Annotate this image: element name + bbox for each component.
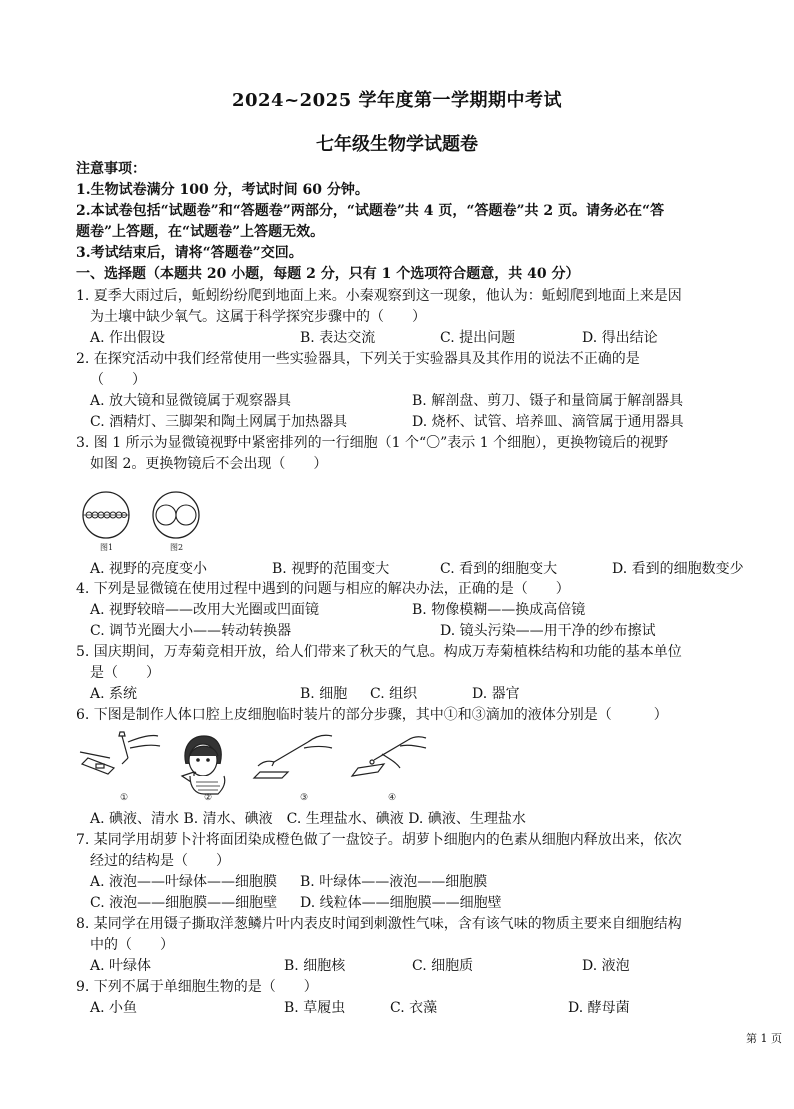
notice-item-2-line2: 题卷”上答题，在“试题卷”上答题无效。 <box>76 224 325 240</box>
question-4-line1: 4. 下列是显微镜在使用过程中遇到的问题与相应的解决办法，正确的是（ ） <box>76 581 570 597</box>
section-heading: 一、选择题（本题共 20 小题，每题 2 分，只有 1 个选项符合题意，共 40 分） <box>76 266 580 282</box>
question-8-line1: 8. 某同学在用镊子撕取洋葱鳞片叶内表皮时闻到刺激性气味，含有该气味的物质主要来自细胞结构 <box>76 916 682 932</box>
figure-2-label: 图2 <box>170 543 184 552</box>
notice-item-3: 3.考试结束后，请将“答题卷”交回。 <box>76 245 303 261</box>
step-4-slide-icon <box>352 737 426 776</box>
question-7-option-a: A. 液泡——叶绿体——细胞膜 <box>90 874 278 890</box>
exam-subtitle: 七年级生物学试题卷 <box>316 134 478 155</box>
step-3-slide-icon <box>254 735 332 778</box>
question-1-option-b: B. 表达交流 <box>300 330 376 346</box>
question-7-option-d: D. 线粒体——细胞膜——细胞壁 <box>300 895 502 911</box>
question-9-option-b: B. 草履虫 <box>284 1000 346 1016</box>
question-5-option-d: D. 器官 <box>472 686 520 702</box>
question-1-option-d: D. 得出结论 <box>582 330 658 346</box>
question-6-options: A. 碘液、清水 B. 清水、碘液 C. 生理盐水、碘液 D. 碘液、生理盐水 <box>90 811 526 827</box>
question-9-option-a: A. 小鱼 <box>90 1000 138 1016</box>
question-4-option-a: A. 视野较暗——改用大光圈或凹面镜 <box>90 602 320 618</box>
step-2-person-icon <box>182 736 225 794</box>
question-4-option-b: B. 物像模糊——换成高倍镜 <box>412 602 586 618</box>
notice-item-2-line1: 2.本试卷包括“试题卷”和“答题卷”两部分，“试题卷”共 4 页，“答题卷”共 2 页。请务必在“答 <box>76 203 665 219</box>
question-5-option-a: A. 系统 <box>90 686 138 702</box>
question-8-line2: 中的（ ） <box>90 937 174 953</box>
step-2-label: ② <box>204 793 213 803</box>
question-7-option-b: B. 叶绿体——液泡——细胞膜 <box>300 874 488 890</box>
question-7-line2: 经过的结构是（ ） <box>90 853 230 869</box>
question-5-option-c: C. 组织 <box>370 686 418 702</box>
cheek-cell-steps-figure <box>78 728 428 804</box>
question-3-line2: 如图 2。更换物镜后不会出现（ ） <box>90 456 328 472</box>
question-8-option-b: B. 细胞核 <box>284 958 346 974</box>
question-6-line1: 6. 下图是制作人体口腔上皮细胞临时装片的部分步骤，其中①和③滴加的液体分别是（ ） <box>76 707 668 723</box>
question-4-option-d: D. 镜头污染——用干净的纱布擦试 <box>440 623 656 639</box>
question-5-line1: 5. 国庆期间，万寿菊竞相开放，给人们带来了秋天的气息。构成万寿菊植株结构和功能的基本单位 <box>76 644 682 660</box>
step-3-label: ③ <box>300 793 309 803</box>
step-1-label: ① <box>120 793 129 803</box>
question-2-line2: （ ） <box>90 372 146 388</box>
question-1-option-c: C. 提出问题 <box>440 330 516 346</box>
question-7-option-c: C. 液泡——细胞膜——细胞壁 <box>90 895 278 911</box>
question-9-option-c: C. 衣藻 <box>390 1000 438 1016</box>
question-8-option-a: A. 叶绿体 <box>90 958 152 974</box>
question-8-option-c: C. 细胞质 <box>412 958 474 974</box>
page-number: 第 1 页 <box>746 1032 782 1045</box>
question-1-option-a: A. 作出假设 <box>90 330 166 346</box>
question-2-option-b: B. 解剖盘、剪刀、镊子和量筒属于解剖器具 <box>412 393 684 409</box>
question-9-line1: 9. 下列不属于单细胞生物的是（ ） <box>76 979 318 995</box>
figure-1-label: 图1 <box>100 543 114 552</box>
question-5-option-b: B. 细胞 <box>300 686 348 702</box>
figure-2-field <box>153 492 199 538</box>
step-1-dropper-icon <box>80 732 160 774</box>
question-8-option-d: D. 液泡 <box>582 958 630 974</box>
notice-heading: 注意事项： <box>76 161 146 177</box>
question-2-option-a: A. 放大镜和显微镜属于观察器具 <box>90 393 292 409</box>
question-5-line2: 是（ ） <box>90 665 160 681</box>
question-2-option-c: C. 酒精灯、三脚架和陶土网属于加热器具 <box>90 414 348 430</box>
exam-title: 2024~2025 学年度第一学期期中考试 <box>231 90 563 111</box>
question-2-option-d: D. 烧杯、试管、培养皿、滴管属于通用器具 <box>412 414 684 430</box>
question-7-line1: 7. 某同学用胡萝卜汁将面团染成橙色做了一盘饺子。胡萝卜细胞内的色素从细胞内释放出来，依次 <box>76 832 682 848</box>
figure-1-field <box>83 492 129 538</box>
question-2-line1: 2. 在探究活动中我们经常使用一些实验器具，下列关于实验器具及其作用的说法不正确的是 <box>76 351 640 367</box>
question-3-option-b: B. 视野的范围变大 <box>272 561 390 577</box>
question-9-option-d: D. 酵母菌 <box>568 1000 630 1016</box>
question-3-option-d: D. 看到的细胞数变少 <box>612 561 744 577</box>
step-4-label: ④ <box>388 793 397 803</box>
question-1-line1: 1. 夏季大雨过后，蚯蚓纷纷爬到地面上来。小秦观察到这一现象，他认为：蚯蚓爬到地面上来是因 <box>76 288 682 304</box>
microscope-field-figure <box>80 490 210 552</box>
question-1-line2: 为土壤中缺少氧气。这属于科学探究步骤中的（ ） <box>90 309 426 325</box>
question-3-line1: 3. 图 1 所示为显微镜视野中紧密排列的一行细胞（1 个“〇”表示 1 个细胞），更换物镜后的视野 <box>76 435 669 451</box>
question-4-option-c: C. 调节光圈大小——转动转换器 <box>90 623 292 639</box>
notice-item-1: 1.生物试卷满分 100 分，考试时间 60 分钟。 <box>76 182 369 198</box>
question-3-option-c: C. 看到的细胞变大 <box>440 561 558 577</box>
question-3-option-a: A. 视野的亮度变小 <box>90 561 208 577</box>
